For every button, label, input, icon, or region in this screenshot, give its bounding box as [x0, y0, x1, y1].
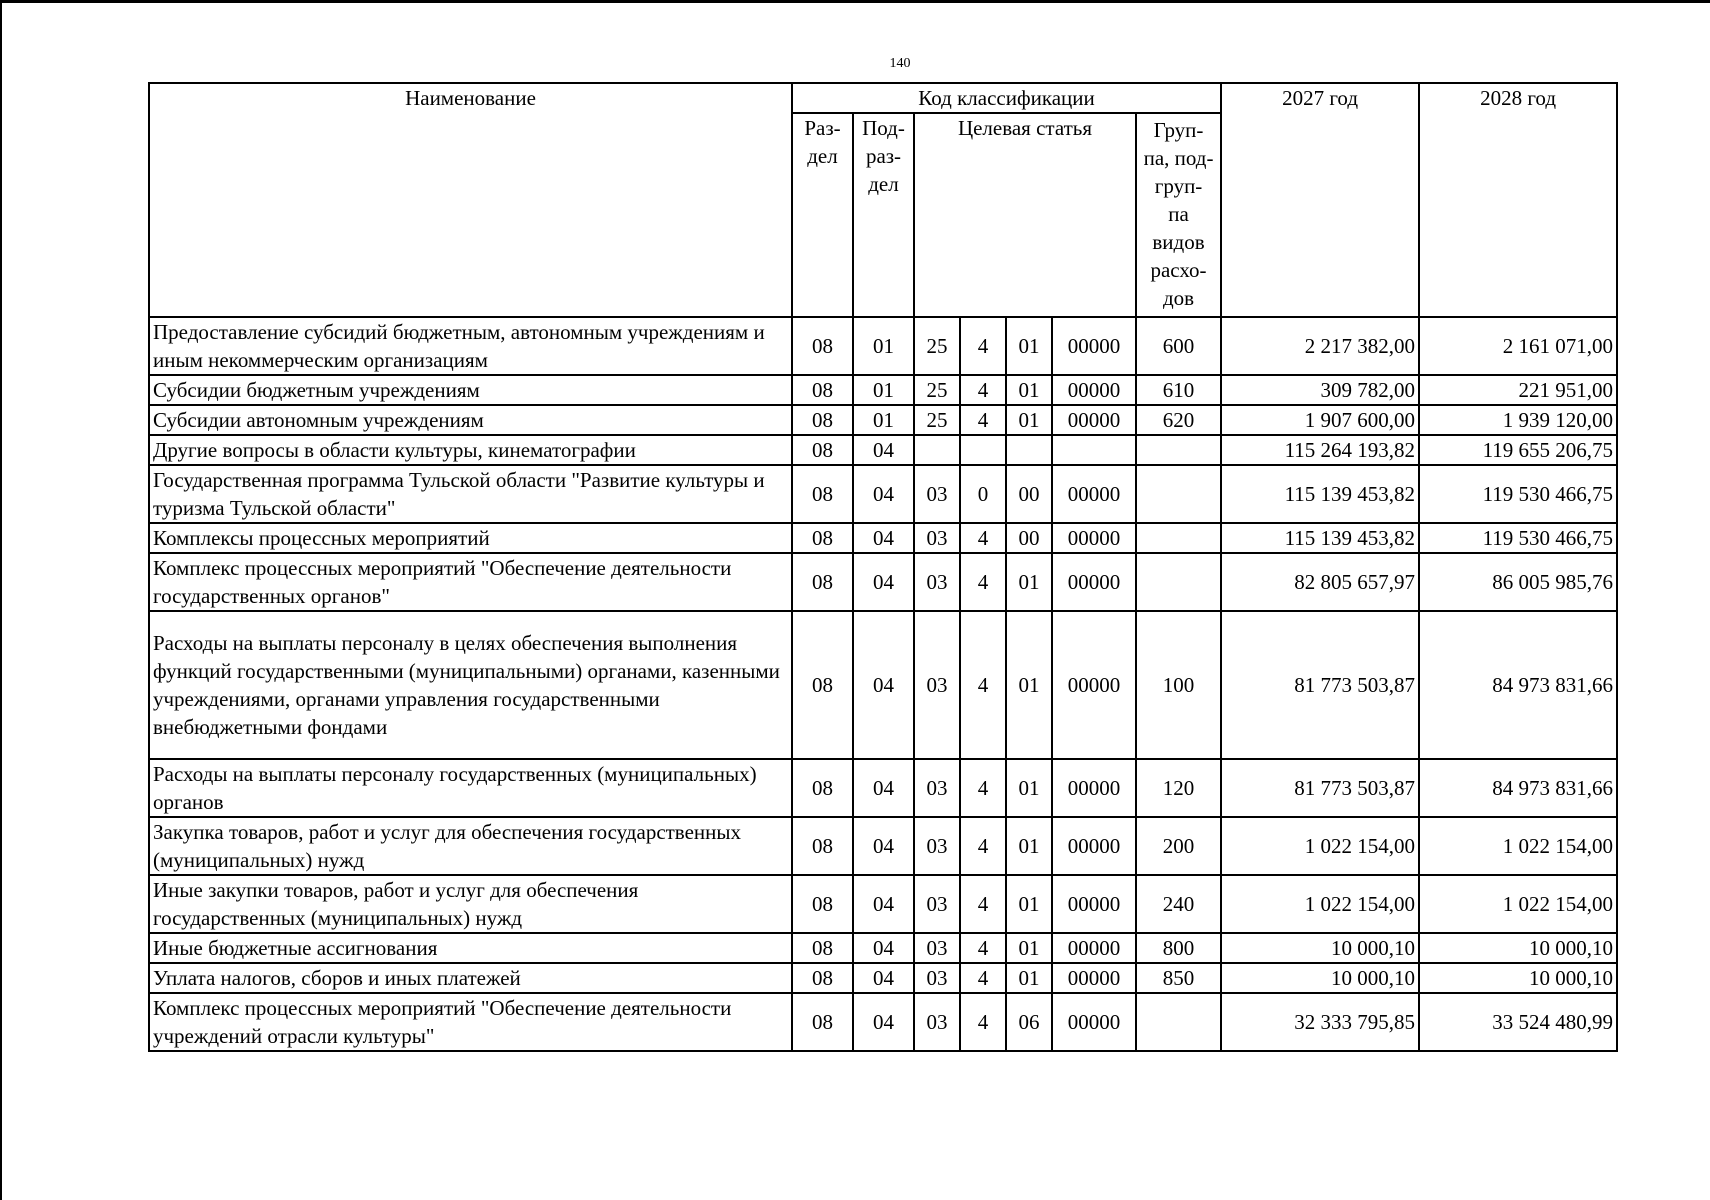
budget-table [148, 82, 1618, 1052]
table-row [149, 405, 1617, 435]
row-name: Иные бюджетные ассигнования [149, 933, 792, 963]
row-target-type: 4 [960, 759, 1006, 817]
row-amount-2028: 10 000,10 [1419, 963, 1617, 993]
row-target-direction: 00000 [1052, 405, 1136, 435]
row-target-type: 4 [960, 375, 1006, 405]
row-target-complex: 00 [1006, 465, 1052, 523]
row-section: 08 [792, 963, 853, 993]
row-target-program: 03 [914, 553, 960, 611]
row-target-type: 4 [960, 405, 1006, 435]
row-target-program: 03 [914, 759, 960, 817]
row-target-complex: 01 [1006, 375, 1052, 405]
row-target-complex: 01 [1006, 759, 1052, 817]
row-expense-group: 850 [1136, 963, 1221, 993]
row-expense-group [1136, 993, 1221, 1051]
row-section: 08 [792, 759, 853, 817]
row-amount-2028: 119 530 466,75 [1419, 465, 1617, 523]
row-name: Комплекс процессных мероприятий "Обеспечение деятельности государственных органов" [149, 553, 792, 611]
row-target-type: 4 [960, 523, 1006, 553]
row-target-type: 4 [960, 817, 1006, 875]
row-subsection: 04 [853, 875, 914, 933]
table-row [149, 375, 1617, 405]
row-target-complex: 01 [1006, 933, 1052, 963]
row-name: Другие вопросы в области культуры, кинематографии [149, 435, 792, 465]
row-amount-2027: 1 022 154,00 [1221, 875, 1419, 933]
row-expense-group [1136, 465, 1221, 523]
table-header [149, 83, 1617, 317]
table-row [149, 523, 1617, 553]
row-section: 08 [792, 611, 853, 759]
row-target-direction: 00000 [1052, 759, 1136, 817]
table-row [149, 993, 1617, 1051]
row-target-direction: 00000 [1052, 553, 1136, 611]
header-subsection: Под- раз- дел [853, 113, 914, 317]
row-section: 08 [792, 435, 853, 465]
row-target-program: 03 [914, 963, 960, 993]
row-amount-2027: 1 022 154,00 [1221, 817, 1419, 875]
row-amount-2028: 2 161 071,00 [1419, 317, 1617, 375]
row-amount-2028: 84 973 831,66 [1419, 611, 1617, 759]
header-year-2028: 2028 год [1419, 83, 1617, 317]
row-target-direction [1052, 435, 1136, 465]
row-expense-group: 240 [1136, 875, 1221, 933]
row-subsection: 04 [853, 817, 914, 875]
row-name: Закупка товаров, работ и услуг для обеспечения государственных (муниципальных) нужд [149, 817, 792, 875]
row-amount-2027: 115 139 453,82 [1221, 465, 1419, 523]
row-amount-2028: 221 951,00 [1419, 375, 1617, 405]
row-target-program: 03 [914, 993, 960, 1051]
row-amount-2027: 309 782,00 [1221, 375, 1419, 405]
row-target-program [914, 435, 960, 465]
row-target-complex: 01 [1006, 817, 1052, 875]
table-row [149, 435, 1617, 465]
table-row [149, 875, 1617, 933]
row-subsection: 04 [853, 523, 914, 553]
row-target-complex: 06 [1006, 993, 1052, 1051]
row-target-direction: 00000 [1052, 993, 1136, 1051]
row-name: Предоставление субсидий бюджетным, автономным учреждениям и иным некоммерческим организациям [149, 317, 792, 375]
row-target-direction: 00000 [1052, 317, 1136, 375]
row-section: 08 [792, 875, 853, 933]
row-name: Субсидии автономным учреждениям [149, 405, 792, 435]
row-expense-group: 600 [1136, 317, 1221, 375]
row-name: Расходы на выплаты персоналу в целях обеспечения выполнения функций государственными (муниципальными) органами, казенными учреждениями, органами управления государственными внебюджетными фондами [149, 611, 792, 759]
row-target-type: 0 [960, 465, 1006, 523]
row-amount-2027: 32 333 795,85 [1221, 993, 1419, 1051]
row-name: Иные закупки товаров, работ и услуг для обеспечения государственных (муниципальных) нужд [149, 875, 792, 933]
header-target-article: Целевая статья [914, 113, 1136, 317]
row-target-program: 03 [914, 875, 960, 933]
row-amount-2027: 81 773 503,87 [1221, 611, 1419, 759]
row-name: Уплата налогов, сборов и иных платежей [149, 963, 792, 993]
row-amount-2028: 86 005 985,76 [1419, 553, 1617, 611]
row-amount-2028: 119 530 466,75 [1419, 523, 1617, 553]
row-target-complex: 01 [1006, 553, 1052, 611]
row-name: Комплекс процессных мероприятий "Обеспечение деятельности учреждений отрасли культуры" [149, 993, 792, 1051]
row-target-type: 4 [960, 993, 1006, 1051]
row-expense-group [1136, 523, 1221, 553]
row-section: 08 [792, 933, 853, 963]
row-name: Расходы на выплаты персоналу государственных (муниципальных) органов [149, 759, 792, 817]
row-target-complex: 01 [1006, 611, 1052, 759]
table-row [149, 317, 1617, 375]
row-target-program: 03 [914, 465, 960, 523]
row-amount-2027: 10 000,10 [1221, 933, 1419, 963]
row-subsection: 01 [853, 317, 914, 375]
row-section: 08 [792, 375, 853, 405]
row-section: 08 [792, 465, 853, 523]
row-target-program: 03 [914, 611, 960, 759]
row-target-type [960, 435, 1006, 465]
row-amount-2027: 115 139 453,82 [1221, 523, 1419, 553]
row-section: 08 [792, 523, 853, 553]
row-name: Комплексы процессных мероприятий [149, 523, 792, 553]
table-body [149, 317, 1617, 1051]
row-name: Государственная программа Тульской области "Развитие культуры и туризма Тульской области" [149, 465, 792, 523]
row-subsection: 04 [853, 553, 914, 611]
row-target-complex: 01 [1006, 317, 1052, 375]
table-row [149, 963, 1617, 993]
header-code-group: Код классификации [792, 83, 1221, 113]
row-target-type: 4 [960, 553, 1006, 611]
row-amount-2027: 81 773 503,87 [1221, 759, 1419, 817]
row-subsection: 04 [853, 963, 914, 993]
row-expense-group [1136, 435, 1221, 465]
row-target-type: 4 [960, 933, 1006, 963]
row-subsection: 01 [853, 375, 914, 405]
row-section: 08 [792, 405, 853, 435]
header-name: Наименование [149, 83, 792, 317]
row-subsection: 04 [853, 435, 914, 465]
row-target-direction: 00000 [1052, 963, 1136, 993]
row-amount-2027: 1 907 600,00 [1221, 405, 1419, 435]
row-amount-2028: 10 000,10 [1419, 933, 1617, 963]
row-section: 08 [792, 317, 853, 375]
row-subsection: 04 [853, 465, 914, 523]
row-amount-2028: 33 524 480,99 [1419, 993, 1617, 1051]
row-target-direction: 00000 [1052, 933, 1136, 963]
row-target-program: 25 [914, 405, 960, 435]
row-target-program: 25 [914, 375, 960, 405]
row-amount-2028: 1 022 154,00 [1419, 875, 1617, 933]
row-amount-2028: 1 022 154,00 [1419, 817, 1617, 875]
row-amount-2028: 1 939 120,00 [1419, 405, 1617, 435]
row-target-type: 4 [960, 875, 1006, 933]
row-expense-group [1136, 553, 1221, 611]
row-name: Субсидии бюджетным учреждениям [149, 375, 792, 405]
row-amount-2028: 119 655 206,75 [1419, 435, 1617, 465]
row-target-direction: 00000 [1052, 817, 1136, 875]
row-subsection: 01 [853, 405, 914, 435]
row-section: 08 [792, 553, 853, 611]
row-amount-2027: 2 217 382,00 [1221, 317, 1419, 375]
row-target-type: 4 [960, 611, 1006, 759]
row-expense-group: 200 [1136, 817, 1221, 875]
header-expense-group: Груп- па, под- груп- па видов расхо- дов [1136, 113, 1221, 317]
row-target-program: 03 [914, 933, 960, 963]
row-amount-2027: 115 264 193,82 [1221, 435, 1419, 465]
row-expense-group: 800 [1136, 933, 1221, 963]
row-amount-2028: 84 973 831,66 [1419, 759, 1617, 817]
table-row [149, 759, 1617, 817]
table-row [149, 553, 1617, 611]
row-target-type: 4 [960, 963, 1006, 993]
table-row [149, 465, 1617, 523]
row-expense-group: 120 [1136, 759, 1221, 817]
table-row [149, 611, 1617, 759]
row-subsection: 04 [853, 993, 914, 1051]
row-section: 08 [792, 993, 853, 1051]
row-target-direction: 00000 [1052, 465, 1136, 523]
row-expense-group: 100 [1136, 611, 1221, 759]
row-amount-2027: 82 805 657,97 [1221, 553, 1419, 611]
row-section: 08 [792, 817, 853, 875]
row-target-complex [1006, 435, 1052, 465]
row-expense-group: 610 [1136, 375, 1221, 405]
page-number: 140 [889, 56, 911, 71]
row-target-program: 25 [914, 317, 960, 375]
row-target-complex: 01 [1006, 875, 1052, 933]
header-section: Раз- дел [792, 113, 853, 317]
row-target-complex: 01 [1006, 963, 1052, 993]
row-expense-group: 620 [1136, 405, 1221, 435]
row-subsection: 04 [853, 933, 914, 963]
row-target-direction: 00000 [1052, 523, 1136, 553]
row-target-direction: 00000 [1052, 611, 1136, 759]
row-target-program: 03 [914, 523, 960, 553]
row-subsection: 04 [853, 759, 914, 817]
table-row [149, 817, 1617, 875]
row-amount-2027: 10 000,10 [1221, 963, 1419, 993]
header-year-2027: 2027 год [1221, 83, 1419, 317]
row-subsection: 04 [853, 611, 914, 759]
row-target-program: 03 [914, 817, 960, 875]
row-target-complex: 00 [1006, 523, 1052, 553]
row-target-direction: 00000 [1052, 875, 1136, 933]
row-target-type: 4 [960, 317, 1006, 375]
row-target-complex: 01 [1006, 405, 1052, 435]
row-target-direction: 00000 [1052, 375, 1136, 405]
table-row [149, 933, 1617, 963]
